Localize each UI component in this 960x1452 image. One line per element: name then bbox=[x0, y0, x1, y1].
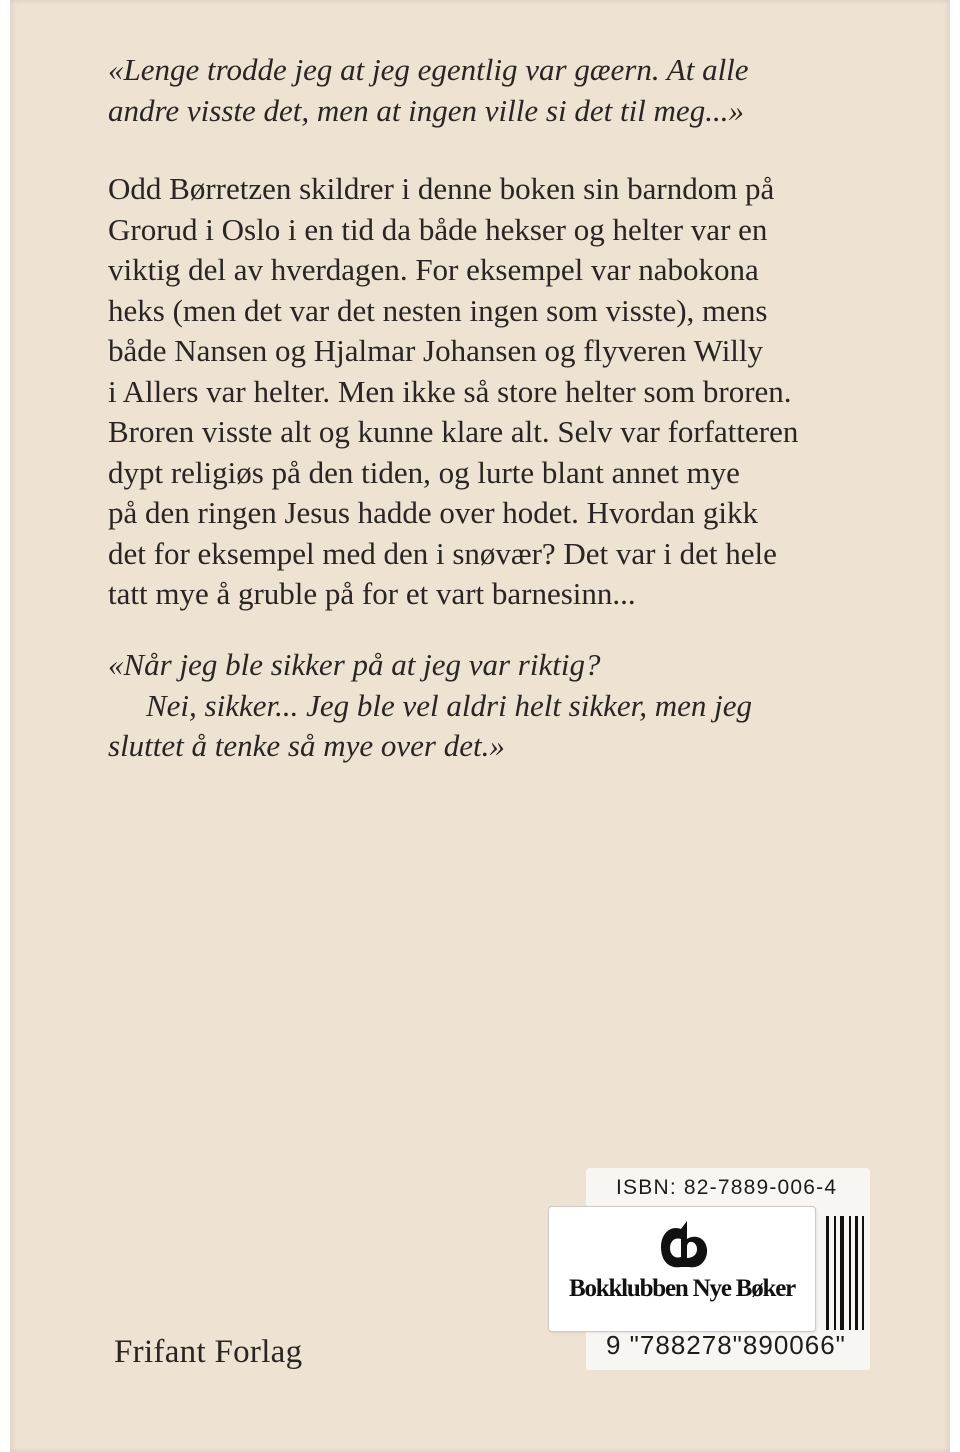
publisher-name: Frifant Forlag bbox=[114, 1334, 303, 1370]
barcode-number: 9 "788278"890066" bbox=[606, 1330, 846, 1360]
blurb-line: Grorud i Oslo i en tid da både hekser og helter var en bbox=[108, 211, 768, 247]
quote-line: «Når jeg ble sikker på at jeg var riktig? bbox=[108, 647, 601, 682]
isbn-text: ISBN: 82-7889-006-4 bbox=[616, 1176, 838, 1199]
opening-quote bbox=[108, 50, 749, 131]
bookclub-label bbox=[548, 1206, 816, 1332]
blurb-line: både Nansen og Hjalmar Johansen og flyveren Willy bbox=[108, 333, 764, 368]
quote-line: «Lenge trodde jeg at jeg egentlig var gæern. At alle bbox=[108, 52, 749, 87]
bookclub-logo-icon bbox=[655, 1217, 713, 1275]
blurb-line: Broren visste alt og kunne klare alt. Selv var forfatteren bbox=[108, 414, 799, 449]
blurb-line: på den ringen Jesus hadde over hodet. Hvordan gikk bbox=[108, 495, 758, 530]
blurb-line: Odd Børretzen skildrer i denne boken sin barndom på bbox=[108, 171, 775, 206]
blurb-line: heks (men det var det nesten ingen som visste), mens bbox=[108, 292, 768, 328]
blurb-line: viktig del av hverdagen. For eksempel var nabokona bbox=[108, 252, 759, 287]
closing-quote bbox=[108, 645, 752, 767]
book-blurb bbox=[108, 169, 798, 615]
blurb-line: tatt mye å gruble på for et vart barnesinn... bbox=[108, 576, 636, 611]
quote-line: andre visste det, men at ingen ville si det til meg...» bbox=[108, 92, 744, 128]
blurb-line: det for eksempel med den i snøvær? Det var i det hele bbox=[108, 535, 777, 571]
blurb-line: i Allers var helter. Men ikke så store helter som broren. bbox=[108, 373, 792, 409]
quote-line: Nei, sikker... Jeg ble vel aldri helt sikker, men jeg bbox=[146, 687, 753, 723]
quote-line: sluttet å tenke så mye over det.» bbox=[108, 728, 505, 763]
blurb-line: dypt religiøs på den tiden, og lurte blant annet mye bbox=[108, 454, 740, 490]
bookclub-name: Bokklubben Nye Bøker bbox=[568, 1275, 796, 1302]
